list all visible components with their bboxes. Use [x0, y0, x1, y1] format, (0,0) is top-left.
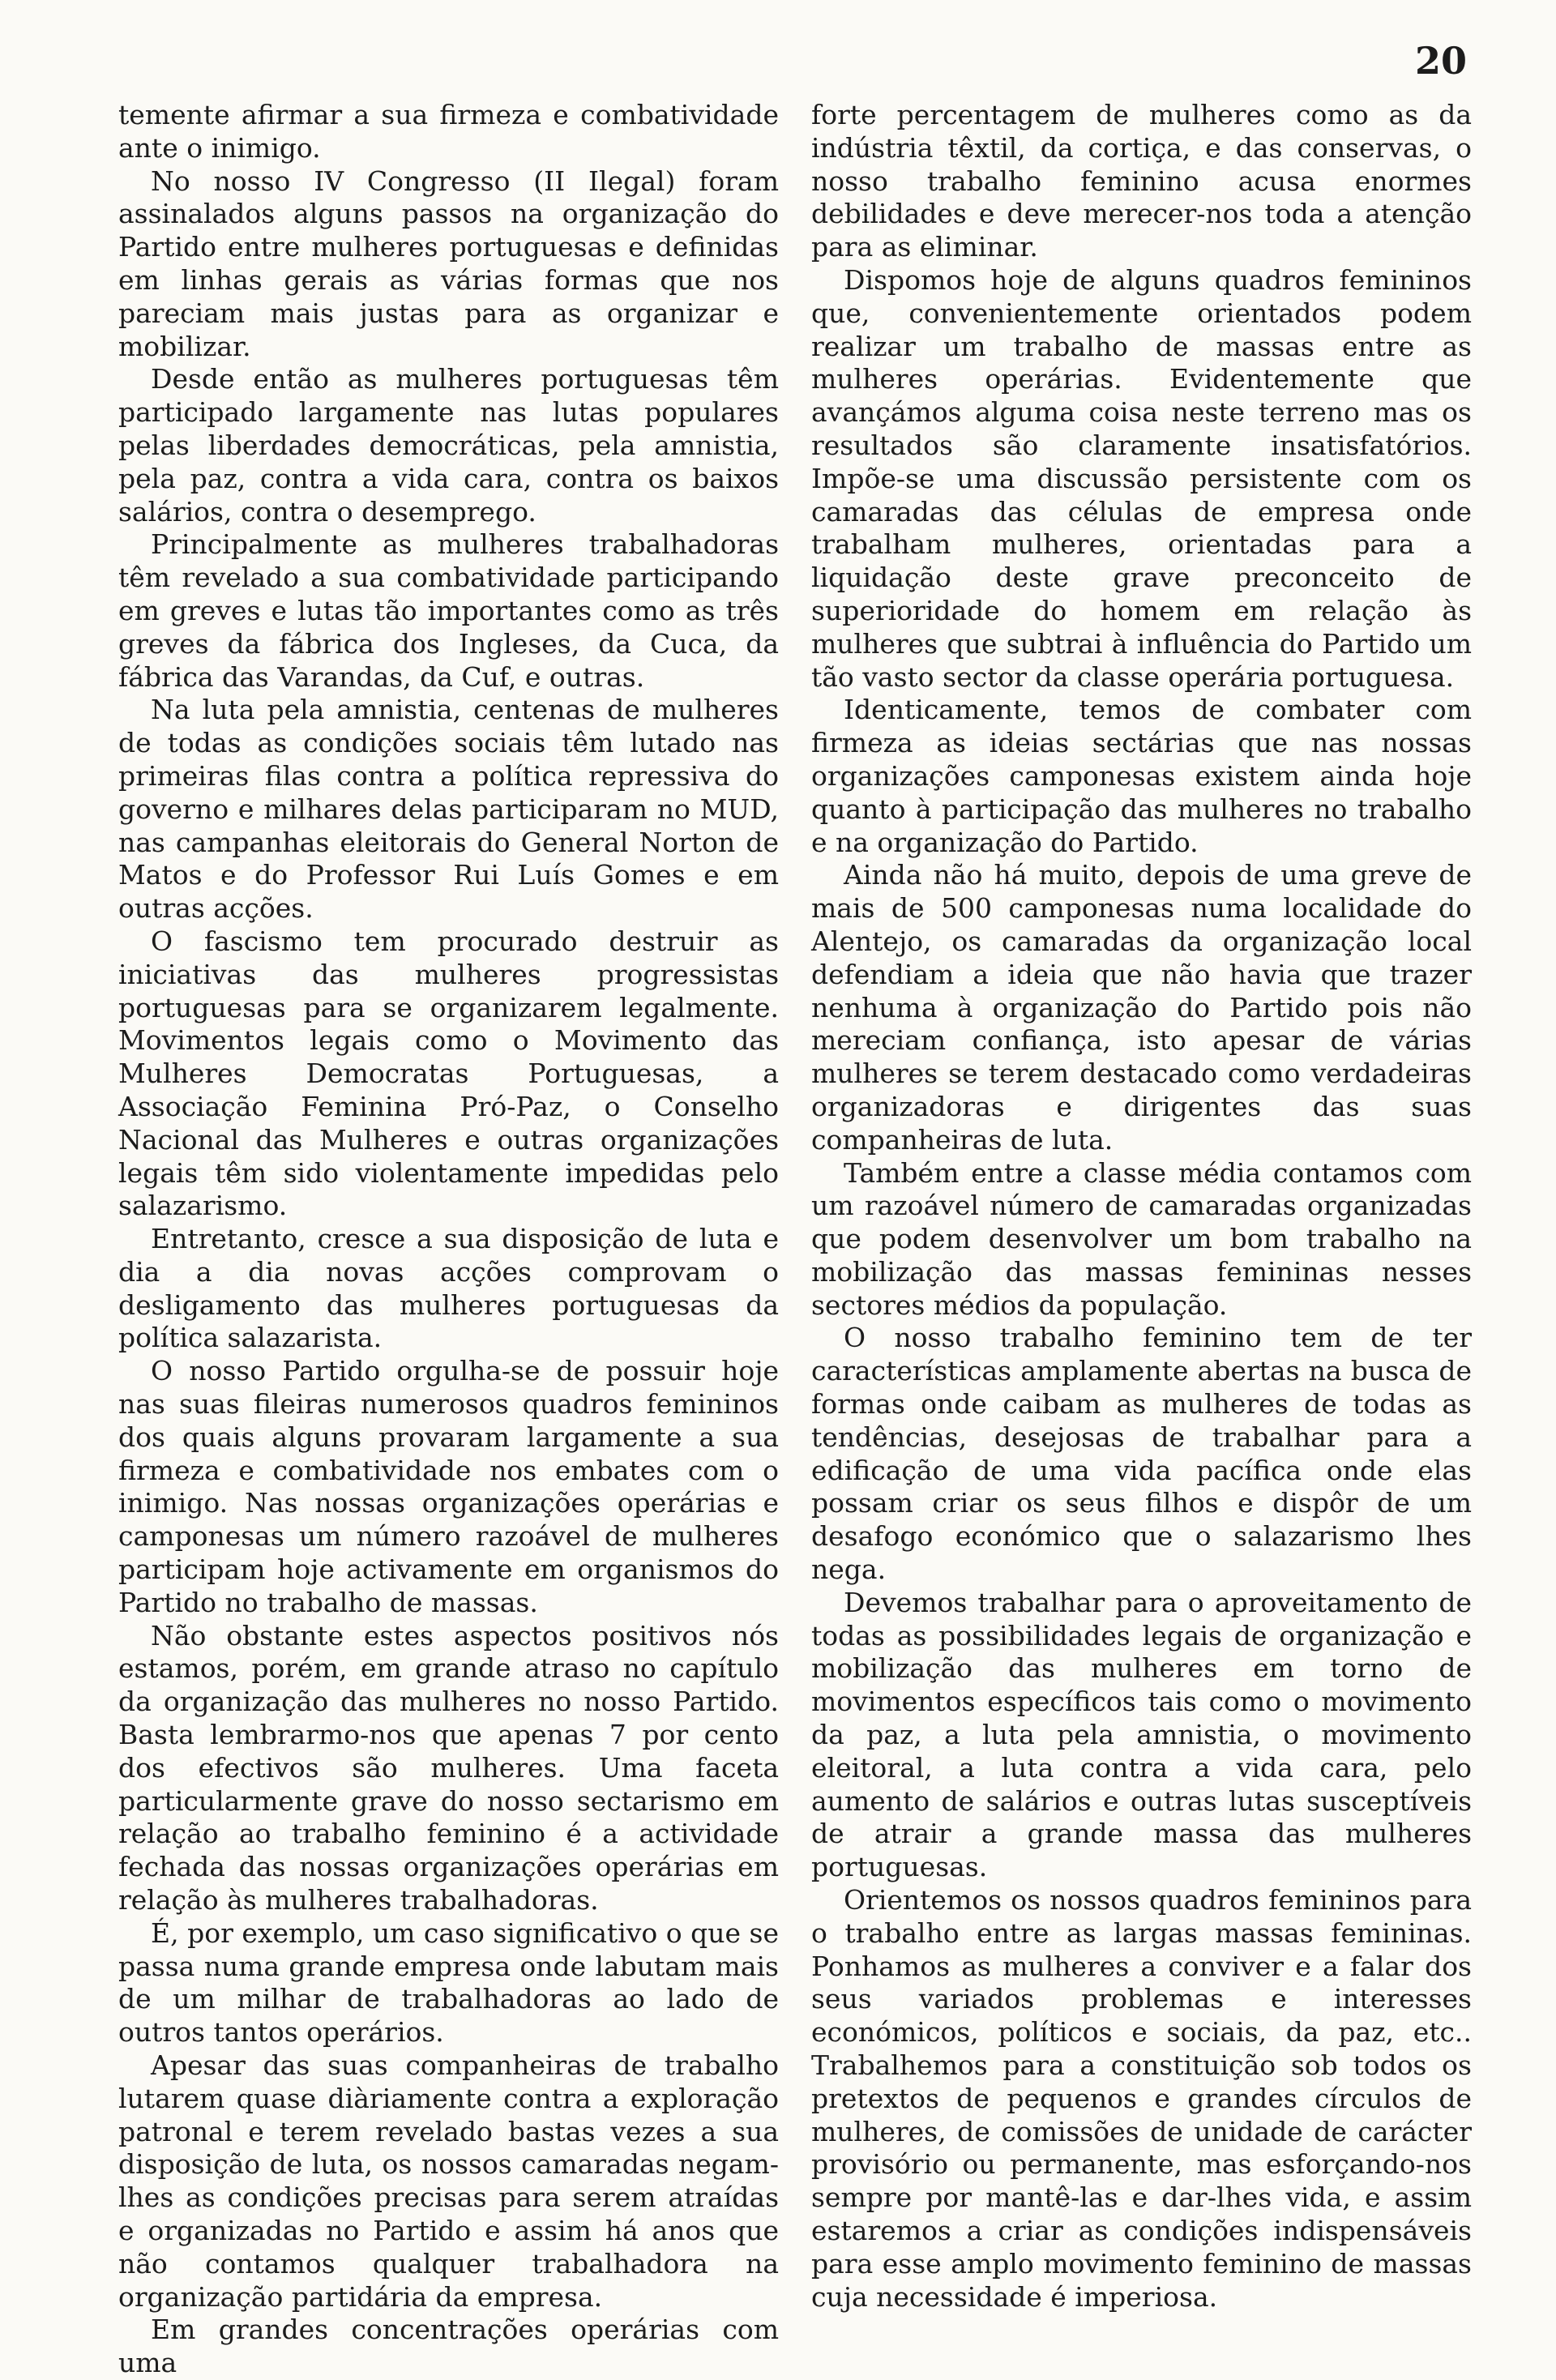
paragraph: O nosso trabalho feminino tem de ter características amplamente abertas na busca de formas onde caibam as mulheres de todas as tendências, desejosas de trabalhar para a edificação de uma vida pacífica onde elas possam criar os seus filhos e dispôr de um desafogo económico que o salazarismo lhes nega. [811, 1322, 1472, 1586]
paragraph: Na luta pela amnistia, centenas de mulheres de todas as condições sociais têm lutado nas primeiras filas contra a política repressiva do governo e milhares delas participaram no MUD, nas campanhas eleitorais do General Norton de Matos e do Professor Rui Luís Gomes e em outras acções. [118, 694, 779, 925]
paragraph: Apesar das suas companheiras de trabalho lutarem quase diàriamente contra a exploração patronal e terem revelado bastas vezes a sua disposição de luta, os nossos camaradas negam-lhes as condições precisas para serem atraídas e organizadas no Partido e assim há anos que não contamos qualquer trabalhadora na organização partidária da empresa. [118, 2049, 779, 2313]
paragraph: É, por exemplo, um caso significativo o que se passa numa grande empresa onde labutam mais de um milhar de trabalhadoras ao lado de outros tantos operários. [118, 1916, 779, 2049]
paragraph: O fascismo tem procurado destruir as iniciativas das mulheres progressistas portuguesas para se organizarem legalmente. Movimentos legais como o Movimento das Mulheres Democratas Portuguesas, a Associação Feminina Pró-Paz, o Conselho Nacional das Mulheres e outras organizações legais têm sido violentamente impedidas pelo salazarismo. [118, 925, 779, 1222]
paragraph: Orientemos os nossos quadros femininos para o trabalho entre as largas massas femininas. Ponhamos as mulheres a conviver e a falar dos seus variados problemas e interesses económicos, políticos e sociais, da paz, etc.. Trabalhemos para a constituição sob todos os pretextos de pequenos e grandes círculos de mulheres, de comissões de unidade de carácter provisório ou permanente, mas esforçando-nos sempre por mantê-las e dar-lhes vida, e assim estaremos a criar as condições indispensáveis para esse amplo movimento feminino de massas cuja necessidade é imperiosa. [811, 1884, 1472, 2313]
paragraph: O nosso Partido orgulha-se de possuir hoje nas suas fileiras numerosos quadros femininos dos quais alguns provaram largamente a sua firmeza e combatividade nos embates com o inimigo. Nas nossas organizações operárias e camponesas um número razoável de mulheres participam hoje activamente em organismos do Partido no trabalho de massas. [118, 1355, 779, 1618]
paragraph: Entretanto, cresce a sua disposição de luta e dia a dia novas acções comprovam o desligamento das mulheres portuguesas da política salazarista. [118, 1223, 779, 1354]
paragraph: No nosso IV Congresso (II Ilegal) foram assinalados alguns passos na organização do Partido entre mulheres portuguesas e definidas em linhas gerais as várias formas que nos pareciam mais justas para as organizar e mobilizar. [118, 165, 779, 362]
paragraph: Principalmente as mulheres trabalhadoras têm revelado a sua combatividade participando em greves e lutas tão importantes como as três greves da fábrica dos Ingleses, da Cuca, da fábrica das Varandas, da Cuf, e outras. [118, 528, 779, 693]
right-column [811, 99, 1472, 2314]
paragraph: Também entre a classe média contamos com um razoável número de camaradas organizadas que podem desenvolver um bom trabalho na mobilização das massas femininas nesses sectores médios da população. [811, 1156, 1472, 1321]
page-number: 20 [1414, 39, 1467, 83]
paragraph: Desde então as mulheres portuguesas têm participado largamente nas lutas populares pelas liberdades democráticas, pela amnistia, pela paz, contra a vida cara, contra os baixos salários, contra o desemprego. [118, 363, 779, 528]
paragraph: Identicamente, temos de combater com firmeza as ideias sectárias que nas nossas organizações camponesas existem ainda hoje quanto à participação das mulheres no trabalho e na organização do Partido. [811, 694, 1472, 858]
paragraph: Em grandes concentrações operárias com uma [118, 2314, 779, 2379]
left-column [118, 99, 779, 2380]
paragraph: Não obstante estes aspectos positivos nós estamos, porém, em grande atraso no capítulo da organização das mulheres no nosso Partido. Basta lembrarmo-nos que apenas 7 por cento dos efectivos são mulheres. Uma faceta particularmente grave do nosso sectarismo em relação ao trabalho feminino é a actividade fechada das nossas organizações operárias em relação às mulheres trabalhadoras. [118, 1619, 779, 1916]
paragraph: Devemos trabalhar para o aproveitamento de todas as possibilidades legais de organização e mobilização das mulheres em torno de movimentos específicos tais como o movimento da paz, a luta pela amnistia, o movimento eleitoral, a luta contra a vida cara, pelo aumento de salários e outras lutas susceptíveis de atrair a grande massa das mulheres portuguesas. [811, 1586, 1472, 1883]
paragraph: temente afirmar a sua firmeza e combatividade ante o inimigo. [118, 99, 779, 164]
paragraph: Dispomos hoje de alguns quadros femininos que, convenientemente orientados podem realizar um trabalho de massas entre as mulheres operárias. Evidentemente que avançámos alguma coisa neste terreno mas os resultados são claramente insatisfatórios. Impõe-se uma discussão persistente com os camaradas das células de empresa onde trabalham mulheres, orientadas para a liquidação deste grave preconceito de superioridade do homem em relação às mulheres que subtrai à influência do Partido um tão vasto sector da classe operária portuguesa. [811, 263, 1472, 693]
paragraph: Ainda não há muito, depois de uma greve de mais de 500 camponesas numa localidade do Alentejo, os camaradas da organização local defendiam a ideia que não havia que trazer nenhuma à organização do Partido pois não mereciam confiança, isto apesar de várias mulheres se terem destacado como verdadeiras organizadoras e dirigentes das suas companheiras de luta. [811, 859, 1472, 1156]
paragraph: forte percentagem de mulheres como as da indústria têxtil, da cortiça, e das conservas, o nosso trabalho feminino acusa enormes debilidades e deve merecer-nos toda a atenção para as eliminar. [811, 99, 1472, 263]
